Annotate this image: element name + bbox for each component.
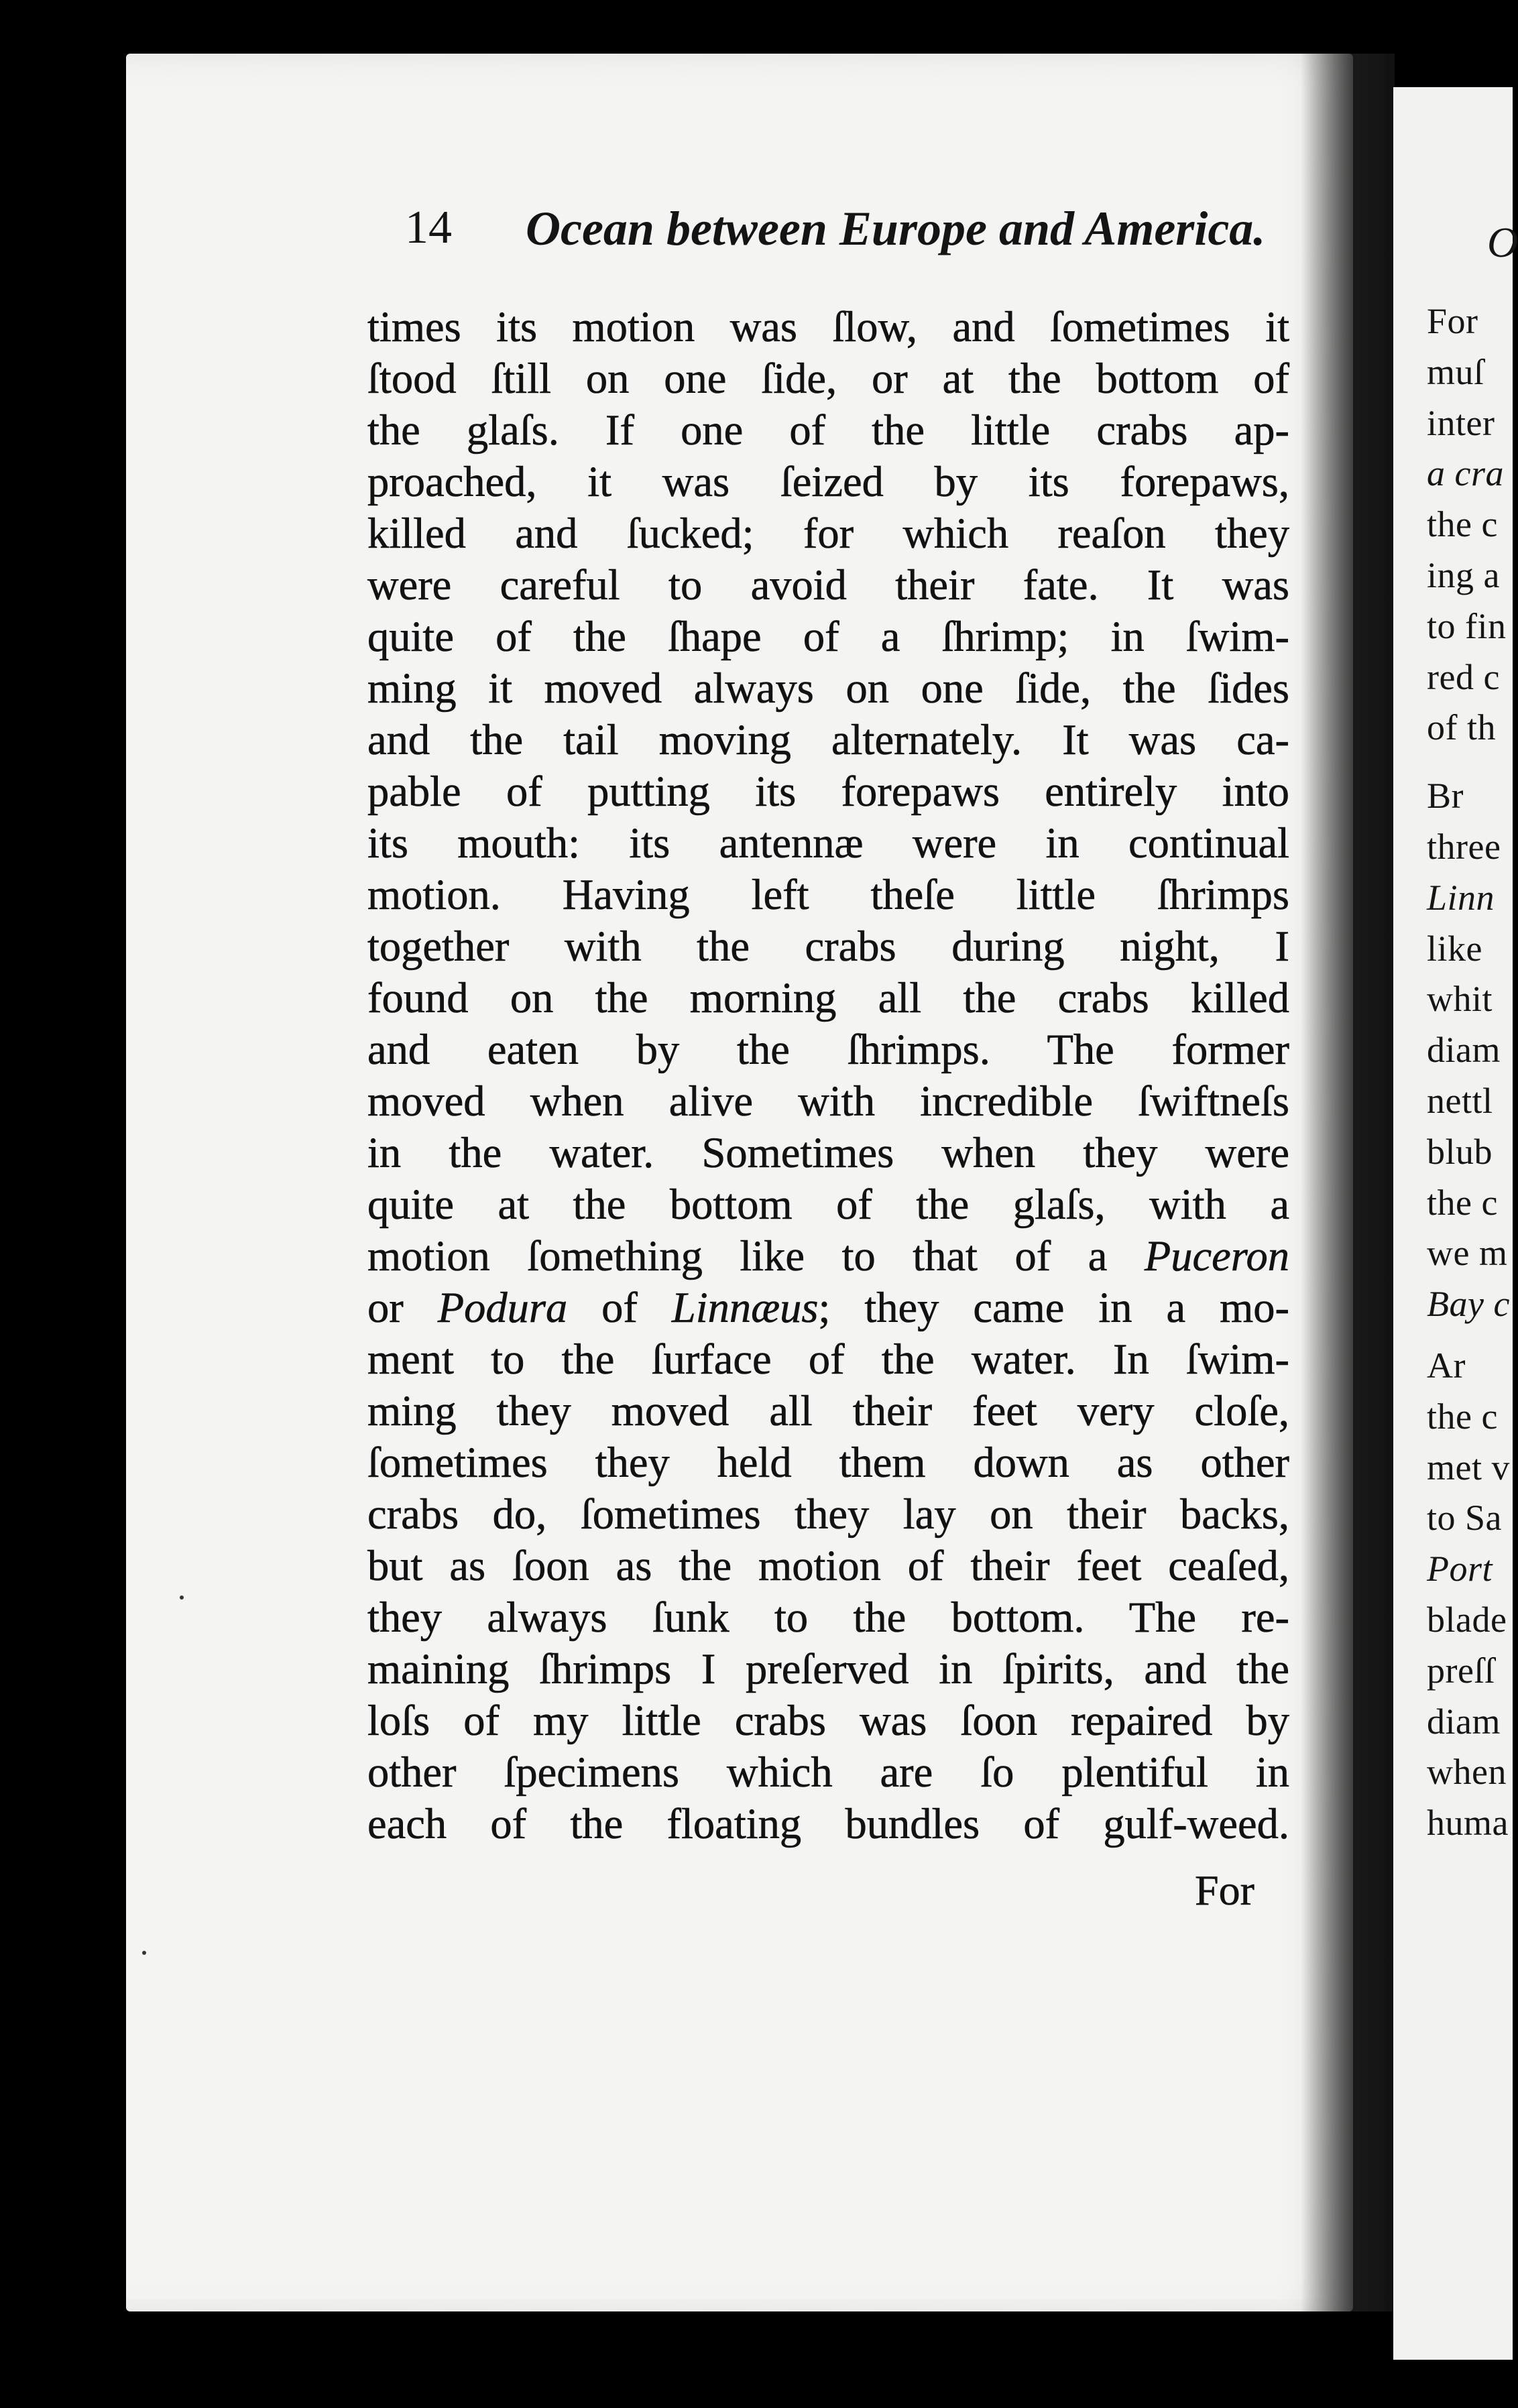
text-line: found on the morning all the crabs killed: [367, 974, 1289, 1022]
text-fragment: of: [601, 1284, 672, 1331]
text-line: loſs of my little crabs was ſoon repaired by: [367, 1697, 1289, 1744]
facing-page-line: Bay c: [1427, 1284, 1510, 1325]
text-line: ſometimes they held them down as other: [367, 1439, 1289, 1486]
facing-page-line: diam: [1427, 1701, 1501, 1742]
facing-page-line: whit: [1427, 979, 1493, 1020]
text-line: moved when alive with incredible ſwiftneſs: [367, 1077, 1289, 1125]
scan-speck: [180, 1596, 184, 1600]
facing-page-line: inter: [1427, 402, 1495, 443]
facing-page-line: For: [1427, 301, 1478, 341]
text-line: [367, 1281, 1289, 1335]
facing-page-line: muſ: [1427, 351, 1484, 392]
text-line: [367, 1229, 1289, 1283]
facing-page-line: Port: [1427, 1549, 1493, 1589]
text-line: the glaſs. If one of the little crabs ap-: [367, 406, 1289, 454]
facing-page-line: diam: [1427, 1030, 1501, 1071]
text-line: ming they moved all their feet very cloſe,: [367, 1387, 1289, 1435]
facing-page-line: met v: [1427, 1447, 1510, 1488]
facing-page-line: ing a: [1427, 555, 1500, 595]
facing-page-line: like: [1427, 928, 1482, 969]
text-line: ſtood ſtill on one ſide, or at the bottom of: [367, 355, 1289, 402]
italic-term-podura: Podura: [437, 1284, 602, 1331]
facing-page-line: nettl: [1427, 1081, 1493, 1121]
text-line: were careful to avoid their fate. It was: [367, 561, 1289, 609]
facing-page-line: the c: [1427, 1396, 1498, 1437]
running-title: Ocean between Europe and America.: [526, 202, 1266, 255]
italic-term-puceron: Puceron: [1144, 1232, 1289, 1280]
text-line: they always ſunk to the bottom. The re-: [367, 1593, 1289, 1641]
text-line: crabs do, ſometimes they lay on their backs,: [367, 1490, 1289, 1538]
text-line: and eaten by the ſhrimps. The former: [367, 1026, 1289, 1073]
text-line: motion. Having left theſe little ſhrimps: [367, 871, 1289, 918]
text-line: quite of the ſhape of a ſhrimp; in ſwim-: [367, 613, 1289, 660]
text-fragment: motion ſomething like to that of a: [367, 1232, 1145, 1280]
facing-page-line: preſſ: [1427, 1650, 1495, 1691]
text-line: quite at the bottom of the glaſs, with a: [367, 1181, 1289, 1228]
facing-page-header: O: [1487, 219, 1518, 266]
catchword: For: [1195, 1866, 1254, 1914]
facing-page-line: huma: [1427, 1803, 1509, 1844]
text-line: maining ſhrimps I preſerved in ſpirits, and the: [367, 1645, 1289, 1693]
text-line: ment to the ſurface of the water. In ſwim-: [367, 1335, 1289, 1383]
text-line: its mouth: its antennæ were in continual: [367, 819, 1289, 867]
facing-page: [1393, 87, 1518, 2360]
text-line: ming it moved always on one ſide, the ſides: [367, 664, 1289, 712]
text-fragment: ; they came in a mo-: [818, 1284, 1289, 1331]
text-line: proached, it was ſeized by its forepaws,: [367, 458, 1289, 505]
text-line: pable of putting its forepaws entirely into: [367, 768, 1289, 815]
facing-page-line: red c: [1427, 656, 1500, 697]
page-number: 14: [405, 202, 452, 253]
facing-page-line: to Sa: [1427, 1498, 1503, 1539]
facing-page-line: the c: [1427, 1182, 1498, 1223]
text-line: but as ſoon as the motion of their feet ceaſed,: [367, 1542, 1289, 1589]
facing-page-line: to fin: [1427, 605, 1507, 646]
facing-page-line: the c: [1427, 504, 1498, 545]
text-line: killed and ſucked; for which reaſon they: [367, 509, 1289, 557]
scan-speck: [142, 1951, 146, 1955]
facing-page-line: blade: [1427, 1600, 1507, 1640]
text-fragment: or: [367, 1284, 438, 1331]
facing-page-line: Linn: [1427, 877, 1495, 918]
facing-page-line: of th: [1427, 707, 1496, 748]
text-line: in the water. Sometimes when they were: [367, 1129, 1289, 1177]
text-line: and the tail moving alternately. It was ca-: [367, 716, 1289, 764]
facing-page-line: Br: [1427, 776, 1464, 817]
facing-page-line: when: [1427, 1752, 1507, 1793]
facing-page-line: Ar: [1427, 1345, 1466, 1386]
facing-page-line: blub: [1427, 1131, 1493, 1172]
facing-page-line: we m: [1427, 1233, 1508, 1274]
text-line: together with the crabs during night, I: [367, 922, 1289, 970]
facing-page-line: three: [1427, 827, 1501, 867]
text-line: each of the floating bundles of gulf-weed.: [367, 1800, 1289, 1848]
text-line: times its motion was ſlow, and ſometimes it: [367, 303, 1289, 351]
text-line: other ſpecimens which are ſo plentiful in: [367, 1748, 1289, 1796]
italic-term-linnaeus: Linnæus: [671, 1284, 819, 1331]
gutter-shadow: [1301, 54, 1395, 2311]
facing-page-line: a cra: [1427, 453, 1504, 494]
page-header: [405, 201, 1266, 261]
